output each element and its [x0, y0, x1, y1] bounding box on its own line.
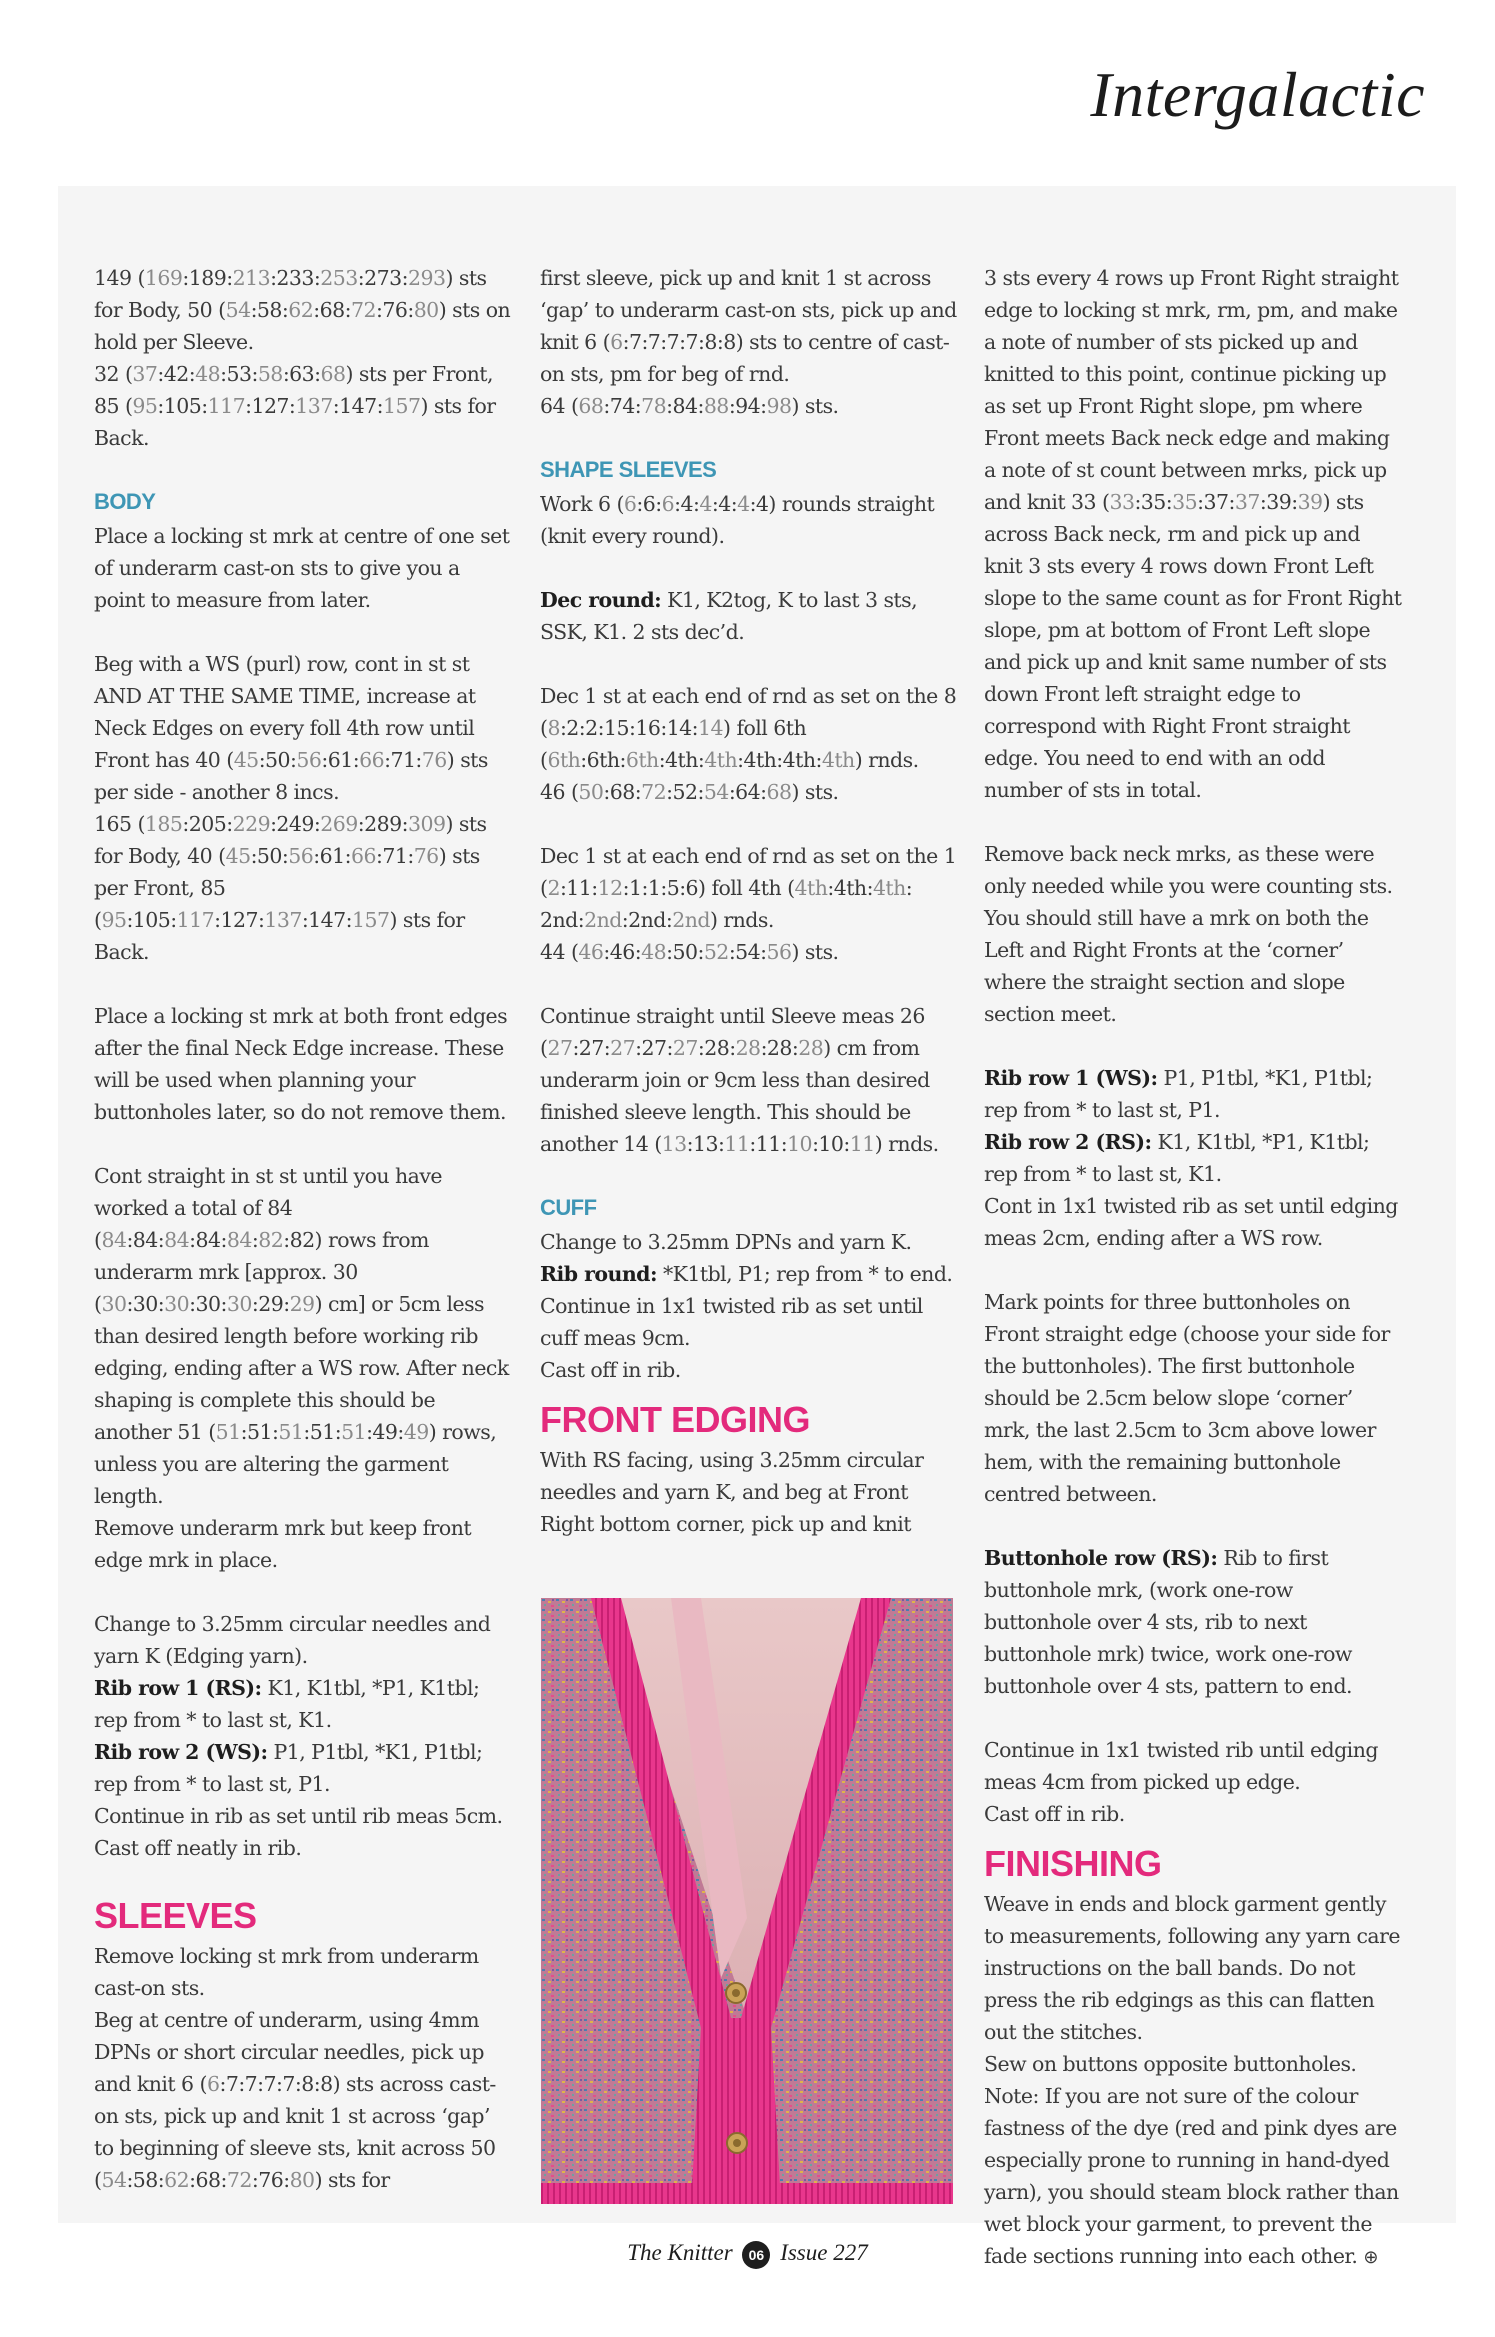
cardigan-photo: [541, 1598, 953, 2204]
body-paragraph: Beg with a WS (purl) row, cont in st st AND AT THE SAME TIME, increase at Neck Edges on every foll 4th row until Front has 40 (45:50:56:61:66:71:76) sts per side - another 8 incs.: [94, 652, 488, 804]
finishing-paragraph: Note: If you are not sure of the colour fastness of the dye (red and pink dyes are especially prone to running in hand-dyed yarn), you should steam block rather than wet block your garment, to prevent the fade sections running into each other. ⊕: [984, 2084, 1399, 2268]
body-paragraph: 165 (185:205:229:249:269:289:309) sts for Body, 40 (45:50:56:61:66:71:76) sts per Front, 85 (95:105:117:127:137:147:157) sts for Back.: [94, 812, 487, 964]
column-2: [540, 262, 958, 1540]
front-edging-heading: FRONT EDGING: [540, 1399, 810, 1440]
rib-row-2: Rib row 2 (RS): K1, K1tbl, *P1, K1tbl; rep from * to last st, K1.: [984, 1130, 1370, 1186]
page-number: 06: [742, 2241, 770, 2269]
end-mark-icon: ⊕: [1363, 2247, 1378, 2268]
front-edging-paragraph: Cont in 1x1 twisted rib as set until edging meas 2cm, ending after a WS row.: [984, 1194, 1398, 1250]
finishing-paragraph: Weave in ends and block garment gently to measurements, following any yarn care instructions on the ball bands. Do not press the rib edgings as this can flatten out the stitches.: [984, 1892, 1400, 2044]
column-1: [94, 262, 512, 2196]
front-edging-paragraph: Mark points for three buttonholes on Front straight edge (choose your side for the buttonholes). The first buttonhole should be 2.5cm below slope ‘corner’ mrk, the last 2.5cm to 3cm above lower hem, with the remaining buttonhole centred between.: [984, 1290, 1390, 1506]
sleeves-paragraph: first sleeve, pick up and knit 1 st across ‘gap’ to underarm cast-on sts, pick up and knit 6 (6:7:7:7:7:8:8) sts to centre of cast-on sts, pm for beg of rnd.: [540, 266, 957, 386]
buttonhole-row: Buttonhole row (RS): Rib to first buttonhole mrk, (work one-row buttonhole over 4 sts, rib to next buttonhole mrk) twice, work one-row buttonhole over 4 sts, pattern to end.: [984, 1546, 1352, 1698]
cuff-rib-round: Rib round: *K1tbl, P1; rep from * to end.: [540, 1262, 953, 1286]
cuff-paragraph: Continue in 1x1 twisted rib as set until cuff meas 9cm.: [540, 1294, 923, 1350]
finishing-heading: FINISHING: [984, 1843, 1162, 1884]
shape-paragraph: 44 (46:46:48:50:52:54:56) sts.: [540, 940, 839, 964]
shape-paragraph: Dec 1 st at each end of rnd as set on the 8 (8:2:2:15:16:14:14) foll 6th (6th:6th:6th:4th:4th:4th:4th:4th) rnds.: [540, 684, 957, 772]
stitch-count-front: 32 (37:42:48:53:58:63:68) sts per Front, 85 (95:105:117:127:137:147:157) sts for Back.: [94, 362, 496, 450]
sleeves-paragraph: Remove locking st mrk from underarm cast-on sts.: [94, 1944, 479, 2000]
shape-paragraph: Work 6 (6:6:6:4:4:4:4:4) rounds straight (knit every round).: [540, 492, 935, 548]
dec-round: Dec round: K1, K2tog, K to last 3 sts, SSK, K1. 2 sts dec’d.: [540, 588, 918, 644]
shape-paragraph: Dec 1 st at each end of rnd as set on the 1 (2:11:12:1:1:5:6) foll 4th (4th:4th:4th: 2nd:2nd:2nd:2nd) rnds.: [540, 844, 957, 932]
cuff-paragraph: Change to 3.25mm DPNs and yarn K.: [540, 1230, 912, 1254]
body-paragraph: Place a locking st mrk at centre of one set of underarm cast-on sts to give you a point to measure from later.: [94, 524, 510, 612]
rib-row-1: Rib row 1 (RS): K1, K1tbl, *P1, K1tbl; rep from * to last st, K1.: [94, 1676, 480, 1732]
column-3: [984, 262, 1402, 2274]
page-footer: [0, 2240, 1495, 2269]
front-edging-paragraph: Cast off in rib.: [984, 1802, 1125, 1826]
cuff-paragraph: Cast off in rib.: [540, 1358, 681, 1382]
body-paragraph: Cast off neatly in rib.: [94, 1836, 302, 1860]
rib-row-2: Rib row 2 (WS): P1, P1tbl, *K1, P1tbl; rep from * to last st, P1.: [94, 1740, 483, 1796]
shape-sleeves-heading: SHAPE SLEEVES: [540, 457, 717, 482]
page-title: Intergalactic: [1090, 59, 1425, 130]
front-edging-paragraph: Remove back neck mrks, as these were only needed while you were counting sts. You should still have a mrk on both the Left and Right Fronts at the ‘corner’ where the straight section and slope section meet.: [984, 842, 1393, 1026]
front-edging-paragraph: With RS facing, using 3.25mm circular needles and yarn K, and beg at Front Right bottom corner, pick up and knit: [540, 1448, 924, 1536]
finishing-paragraph: Sew on buttons opposite buttonholes.: [984, 2052, 1357, 2076]
shape-paragraph: Continue straight until Sleeve meas 26 (27:27:27:27:27:28:28:28:28) cm from underarm join or 9cm less than desired finished sleeve length. This should be another 14 (13:13:11:11:10:10:11) rnds.: [540, 1004, 939, 1156]
rib-row-1: Rib row 1 (WS): P1, P1tbl, *K1, P1tbl; rep from * to last st, P1.: [984, 1066, 1373, 1122]
body-paragraph: Continue in rib as set until rib meas 5cm.: [94, 1804, 503, 1828]
shape-paragraph: 46 (50:68:72:52:54:64:68) sts.: [540, 780, 839, 804]
front-edging-paragraph: Continue in 1x1 twisted rib until edging meas 4cm from picked up edge.: [984, 1738, 1378, 1794]
body-heading: BODY: [94, 489, 156, 514]
sleeves-paragraph: Beg at centre of underarm, using 4mm DPNs or short circular needles, pick up and knit 6 (6:7:7:7:7:8:8) sts across cast-on sts, pick up and knit 1 st across ‘gap’ to beginning of sleeve sts, knit across 50 (54:58:62:68:72:76:80) sts for: [94, 2008, 496, 2192]
cuff-heading: CUFF: [540, 1195, 597, 1220]
front-edging-paragraph: 3 sts every 4 rows up Front Right straight edge to locking st mrk, rm, pm, and make a note of number of sts picked up and knitted to this point, continue picking up as set up Front Right slope, pm where Front meets Back neck edge and making a note of st count between mrks, pick up and knit 33 (33:35:35:37:37:39:39) sts across Back neck, rm and pick up and knit 3 sts every 4 rows down Front Left slope to the same count as for Front Right slope, pm at bottom of Front Left slope and pick up and knit same number of sts down Front left straight edge to correspond with Right Front straight edge. You need to end with an odd number of sts in total.: [984, 266, 1402, 802]
body-paragraph: Change to 3.25mm circular needles and yarn K (Edging yarn).: [94, 1612, 491, 1668]
body-paragraph: Place a locking st mrk at both front edges after the final Neck Edge increase. These will be used when planning your buttonholes later, so do not remove them.: [94, 1004, 508, 1124]
body-paragraph: Cont straight in st st until you have worked a total of 84 (84:84:84:84:84:82:82) rows from underarm mrk [approx. 30 (30:30:30:30:30:29:29) cm] or 5cm less than desired length before working rib edging, ending after a WS row. After neck shaping is complete this should be another 51 (51:51:51:51:51:49:49) rows, unless you are altering the garment length.: [94, 1164, 509, 1508]
body-paragraph: Remove underarm mrk but keep front edge mrk in place.: [94, 1516, 472, 1572]
sleeves-paragraph: 64 (68:74:78:84:88:94:98) sts.: [540, 394, 839, 418]
issue-number: Issue 227: [780, 2240, 868, 2265]
sleeves-heading: SLEEVES: [94, 1895, 257, 1936]
stitch-count-body: 149 (169:189:213:233:253:273:293) sts for Body, 50 (54:58:62:68:72:76:80) sts on hold per Sleeve.: [94, 266, 511, 354]
magazine-name: The Knitter: [627, 2240, 733, 2265]
